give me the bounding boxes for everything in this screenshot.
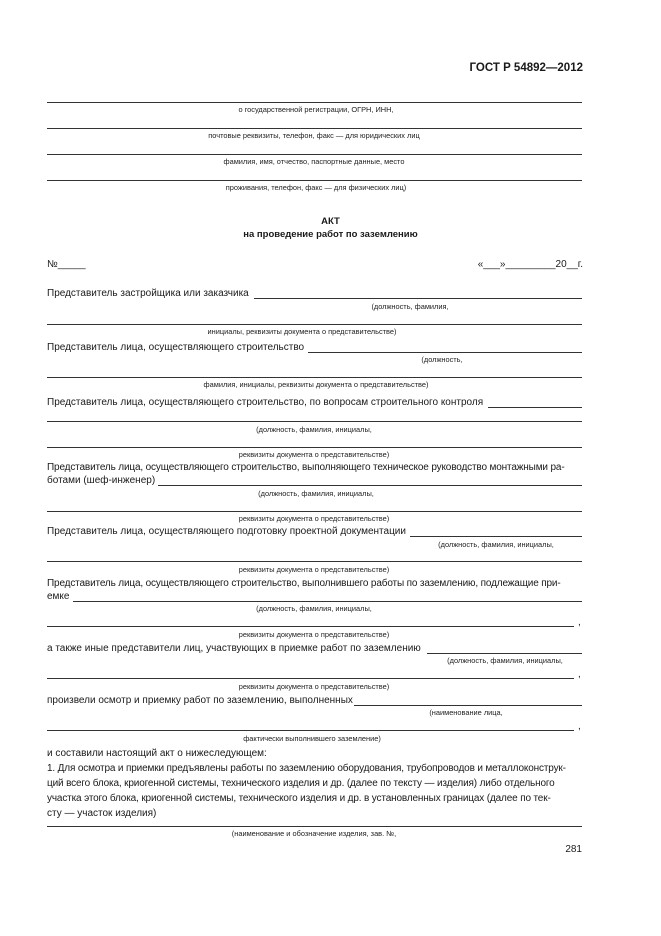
inspected-line2[interactable] xyxy=(47,730,574,731)
rep7-comma: , xyxy=(578,669,581,680)
rep5-caption: (должность, фамилия, инициалы, xyxy=(438,540,554,549)
rep3-line3[interactable] xyxy=(47,447,582,448)
field-caption: о государственной регистрации, ОГРН, ИНН, xyxy=(238,105,394,114)
inspected-comma: , xyxy=(578,721,581,732)
rep2-label: Представитель лица, осуществляющего строительство xyxy=(47,342,305,353)
rep4-line[interactable] xyxy=(158,485,582,486)
rep6-line2: емке xyxy=(47,591,70,602)
rep6-caption2: реквизиты документа о представительстве) xyxy=(238,630,390,639)
rep2-line2[interactable] xyxy=(47,377,582,378)
item1-line: ций всего блока, криогенной системы, технического изделия и др. (далее по тексту — изделия) либо отдельного xyxy=(47,778,555,789)
rep2-line[interactable] xyxy=(308,352,582,353)
rep4-caption2: реквизиты документа о представительстве) xyxy=(238,514,390,523)
rep6-line2-field[interactable] xyxy=(47,626,574,627)
item1-caption: (наименование и обозначение изделия, зав. №, xyxy=(231,829,397,838)
rep4-line2: ботами (шеф-инженер) xyxy=(47,475,156,486)
rep1-label: Представитель застройщика или заказчика xyxy=(47,288,249,299)
rep6-line1: Представитель лица, осуществляющего строительство, выполнившего работы по заземлению, подлежащие при- xyxy=(47,578,561,589)
rep1-caption2: инициалы, реквизиты документа о представительстве) xyxy=(207,327,397,336)
rep3-line[interactable] xyxy=(488,407,582,408)
inspected-caption2: фактически выполнившего заземление) xyxy=(243,734,381,743)
rep2-caption2: фамилия, инициалы, реквизиты документа о представительстве) xyxy=(203,380,429,389)
rep7-line2[interactable] xyxy=(47,678,574,679)
page-number: 281 xyxy=(565,844,582,855)
field-line[interactable] xyxy=(47,154,582,155)
rep3-caption: (должность, фамилия, инициалы, xyxy=(256,425,372,434)
act-title: АКТ xyxy=(321,216,340,227)
rep5-caption2: реквизиты документа о представительстве) xyxy=(238,565,390,574)
rep2-caption: (должность, xyxy=(421,355,463,364)
rep4-caption: (должность, фамилия, инициалы, xyxy=(258,489,374,498)
rep1-line2[interactable] xyxy=(47,324,582,325)
field-line[interactable] xyxy=(47,102,582,103)
item1-line: 1. Для осмотра и приемки предъявлены работы по заземлению оборудования, трубопроводов и металлоконструк- xyxy=(47,763,566,774)
item1-line: участка этого блока, криогенной системы, технического изделия и др. в установленных границах (далее по тек- xyxy=(47,793,551,804)
rep6-caption: (должность, фамилия, инициалы, xyxy=(256,604,372,613)
rep7-caption2: реквизиты документа о представительстве) xyxy=(238,682,390,691)
field-caption: почтовые реквизиты, телефон, факс — для юридических лиц xyxy=(208,131,420,140)
rep7-line[interactable] xyxy=(427,653,582,654)
field-line[interactable] xyxy=(47,180,582,181)
rep6-comma: , xyxy=(578,617,581,628)
compose-text: и составили настоящий акт о нижеследующем: xyxy=(47,748,267,759)
rep4-line1: Представитель лица, осуществляющего строительство, выполняющего техническое руководство монтажными ра- xyxy=(47,462,565,473)
rep3-caption2: реквизиты документа о представительстве) xyxy=(238,450,390,459)
standard-designation: ГОСТ Р 54892—2012 xyxy=(469,62,583,74)
inspected-line[interactable] xyxy=(354,705,582,706)
rep5-line2[interactable] xyxy=(47,561,582,562)
act-subtitle: на проведение работ по заземлению xyxy=(243,229,418,240)
item1-line: сту — участок изделия) xyxy=(47,808,157,819)
act-date-field[interactable]: «___»_________20__г. xyxy=(477,259,583,270)
rep7-caption: (должность, фамилия, инициалы, xyxy=(447,656,563,665)
rep4-line2-field[interactable] xyxy=(47,511,582,512)
rep3-line2[interactable] xyxy=(47,421,582,422)
act-number-field[interactable]: №_____ xyxy=(47,259,86,270)
rep1-line[interactable] xyxy=(254,298,582,299)
rep7-label: а также иные представители лиц, участвующих в приемке работ по заземлению xyxy=(47,643,421,654)
rep6-line[interactable] xyxy=(73,601,582,602)
field-caption: фамилия, имя, отчество, паспортные данные, место xyxy=(223,157,405,166)
rep5-label: Представитель лица, осуществляющего подготовку проектной документации xyxy=(47,526,406,537)
rep3-label: Представитель лица, осуществляющего строительство, по вопросам строительного контроля xyxy=(47,397,484,408)
rep5-line[interactable] xyxy=(410,536,582,537)
field-line[interactable] xyxy=(47,128,582,129)
field-caption: проживания, телефон, факс — для физических лиц) xyxy=(225,183,407,192)
inspected-label: произвели осмотр и приемку работ по заземлению, выполненных xyxy=(47,695,353,706)
rep1-caption: (должность, фамилия, xyxy=(371,302,449,311)
inspected-caption: (наименование лица, xyxy=(429,708,503,717)
item1-line-field[interactable] xyxy=(47,826,582,827)
